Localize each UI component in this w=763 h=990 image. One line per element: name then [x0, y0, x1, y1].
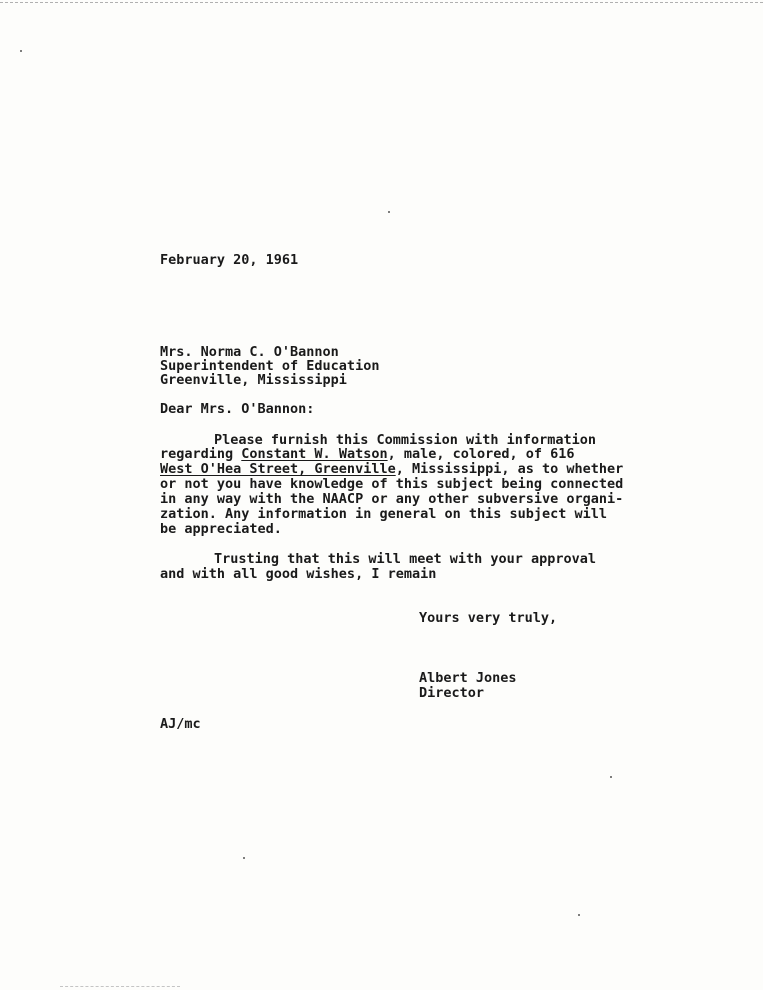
paragraph-1-line-6: zation. Any information in general on this subject will: [160, 506, 608, 522]
paragraph-1-line-3-suffix: , Mississippi, as to whether: [395, 461, 624, 477]
salutation: Dear Mrs. O'Bannon:: [160, 401, 315, 417]
scan-speck: [610, 776, 612, 778]
paragraph-1-line-2-suffix: , male, colored, of 616: [387, 446, 575, 462]
scan-edge-bottom: [60, 986, 180, 987]
scan-speck: [578, 914, 580, 916]
paragraph-1-line-3: [160, 462, 623, 476]
paragraph-1-line-2-prefix: regarding: [160, 446, 242, 462]
paragraph-2-line-1-text: Trusting that this will meet with your approval: [214, 551, 597, 567]
reference-initials: AJ/mc: [160, 716, 201, 732]
recipient-location: Greenville, Mississippi: [160, 372, 347, 388]
scan-speck: [20, 50, 22, 52]
recipient-name: Mrs. Norma C. O'Bannon: [160, 344, 339, 360]
signer-title: Director: [419, 685, 485, 701]
scan-edge-top: [0, 2, 763, 3]
scan-speck: [243, 857, 245, 859]
paragraph-2-line-2: and with all good wishes, I remain: [160, 566, 437, 582]
recipient-title: Superintendent of Education: [160, 358, 380, 374]
subject-address: West O'Hea Street, Greenville: [160, 461, 396, 477]
letter-date: February 20, 1961: [160, 252, 299, 268]
closing: Yours very truly,: [419, 610, 558, 626]
paragraph-2-line-1: [160, 552, 596, 566]
scan-speck: [388, 211, 390, 213]
paragraph-1-line-1-text: Please furnish this Commission with information: [214, 432, 597, 448]
paragraph-1-line-1: [160, 433, 596, 447]
paragraph-1-line-5: in any way with the NAACP or any other subversive organi-: [160, 491, 624, 507]
subject-name: Constant W. Watson: [241, 446, 388, 462]
paragraph-1-line-7: be appreciated.: [160, 521, 282, 537]
paragraph-1-line-2: [160, 447, 575, 461]
signer-name: Albert Jones: [419, 670, 517, 686]
paragraph-1-line-4: or not you have knowledge of this subject being connected: [160, 476, 624, 492]
